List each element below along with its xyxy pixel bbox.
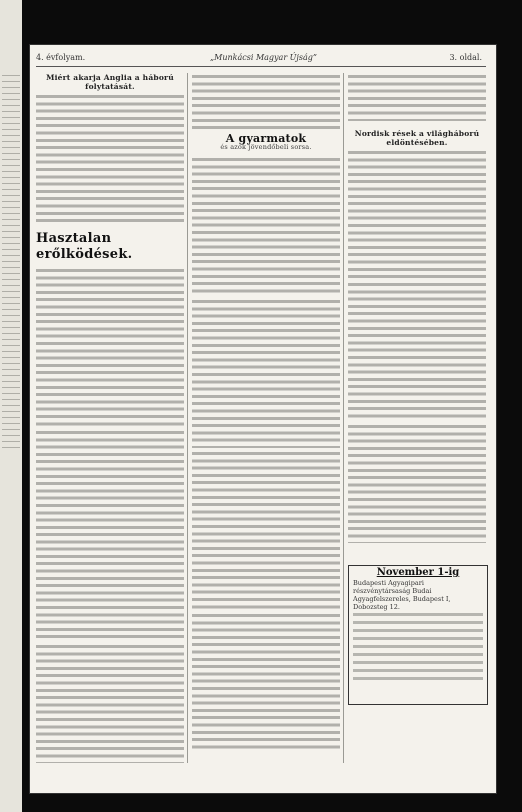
ad-text: Budapesti Agyagipari részvénytársaság Budai Agyagfelszereles, Budapest I, Dobozsteg 12. [353,579,451,611]
previous-page-edge [0,0,22,812]
running-head [30,53,496,67]
article-paragraph [192,298,340,448]
article-paragraph [348,423,486,543]
column-2 [192,73,340,783]
page-number: 3. oldal. [449,53,482,62]
column-divider [343,73,344,763]
article-paragraph [36,429,184,529]
article-paragraph [36,267,184,427]
ad-body [353,579,483,683]
article-heading: Nordisk rések a világháború eldöntésében. [354,129,480,147]
article-paragraph [36,531,184,641]
article-title: Hasztalan erőlködések. [36,231,133,262]
article-subtitle: és azok jövendőbeli sorsa. [220,143,312,152]
article-paragraph [192,73,340,131]
article-paragraph [36,93,184,225]
page-date: 4. évfolyam. [36,53,86,62]
newspaper-title: „Munkácsi Magyar Újság” [210,53,317,62]
article-paragraph [36,643,184,763]
article-paragraph [192,156,340,296]
column-3 [348,73,486,553]
article-paragraph [348,149,486,279]
ad-title: November 1-ig [376,567,460,578]
header-rule [36,66,486,67]
article-paragraph [348,73,486,121]
column-divider [187,73,188,763]
column-1 [36,73,184,783]
article-paragraph [192,450,340,610]
article-paragraph [348,281,486,421]
article-paragraph [192,612,340,752]
advertisement-box [348,565,488,705]
newspaper-page [30,45,496,793]
article-title: A gyarmatok [225,132,307,145]
article-heading: Miért akarja Anglia a háború folytatását. [46,73,174,91]
